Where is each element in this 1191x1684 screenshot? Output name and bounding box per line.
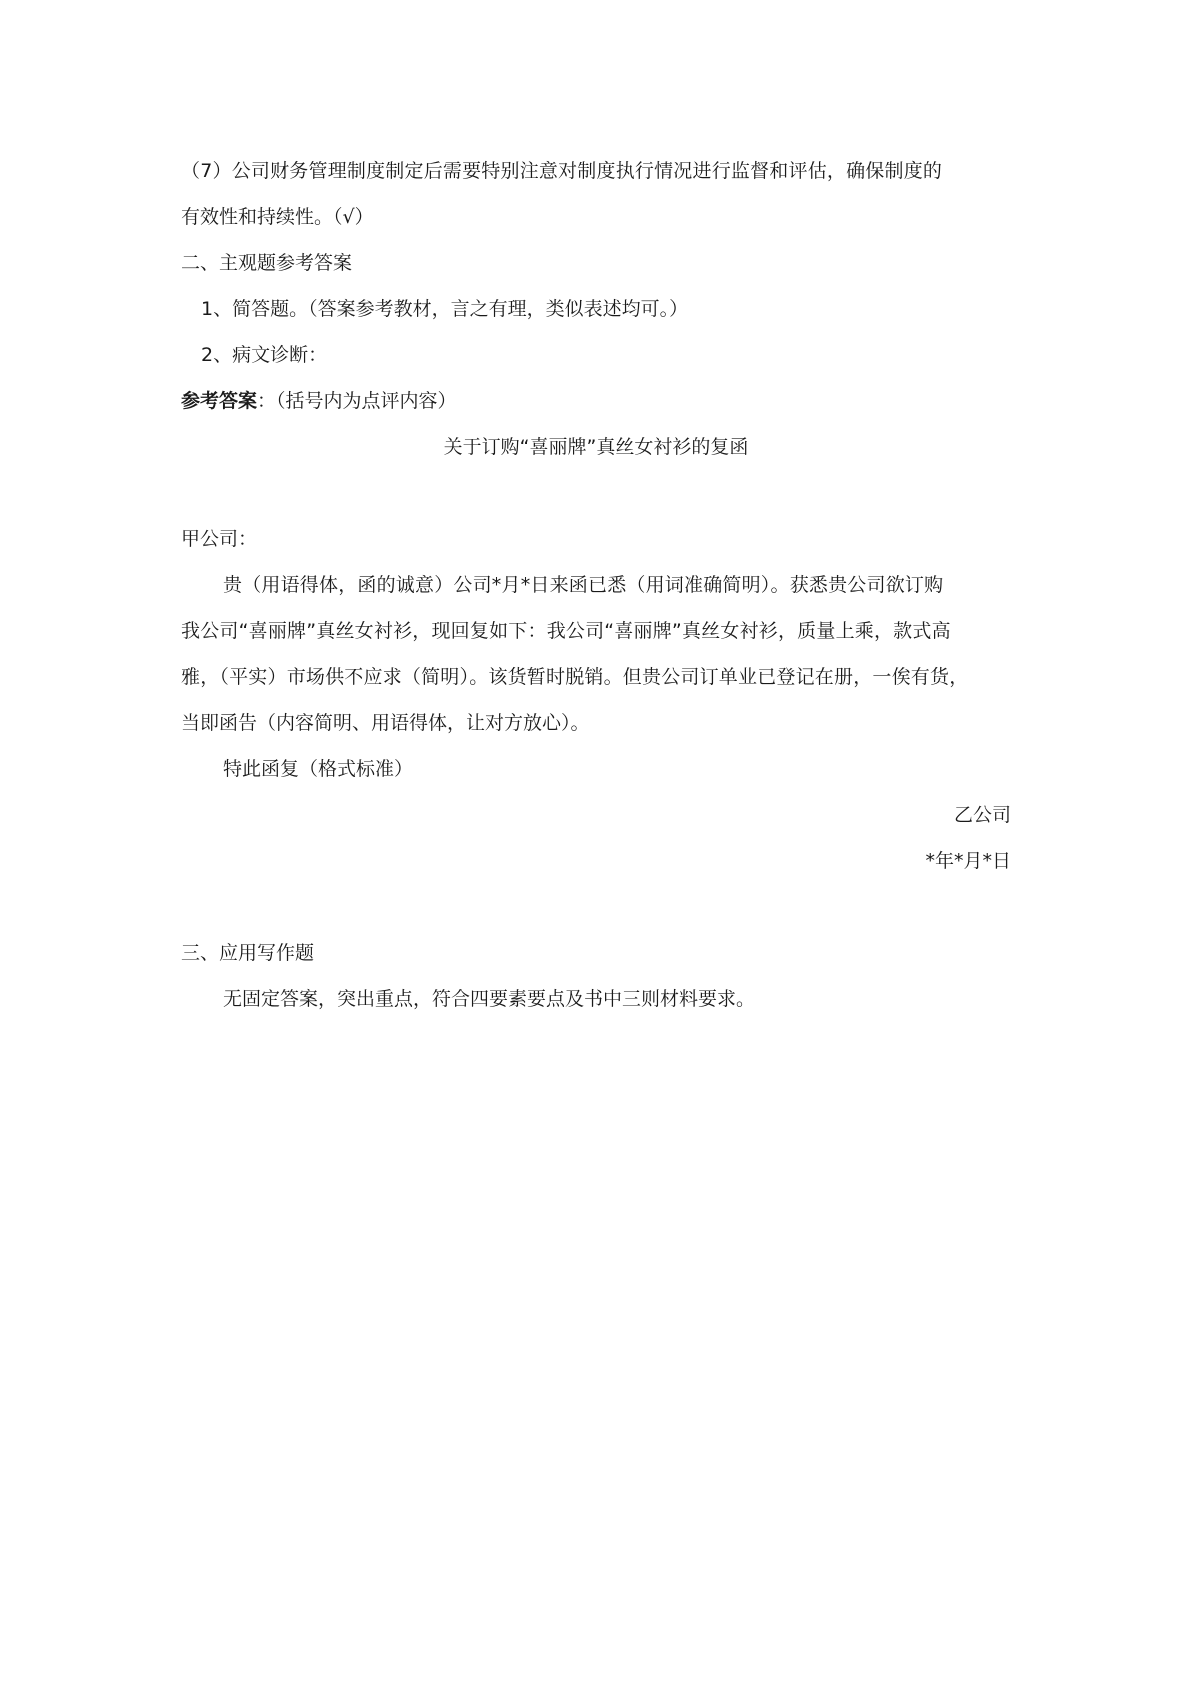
letter-closing: 特此函复（格式标准） (223, 758, 414, 780)
letter-body-line-1: 贵（用语得体，函的诚意）公司*月*日来函已悉（用词准确简明）。获悉贵公司欲订购 (223, 574, 944, 596)
document-content (181, 148, 1011, 1022)
item-7-line-1: （7）公司财务管理制度制定后需要特别注意对制度执行情况进行监督和评估，确保制度的 (181, 160, 943, 182)
reference-answer-label: 参考答案 (181, 390, 258, 412)
section-3-heading: 三、应用写作题 (181, 942, 315, 964)
letter-body-line-2: 我公司“喜丽牌”真丝女衬衫，现回复如下：我公司“喜丽牌”真丝女衬衫，质量上乘，款式高 (181, 620, 951, 642)
reference-answer-note: ：（括号内为点评内容） (257, 390, 457, 412)
reference-answer-line (181, 378, 1011, 424)
letter-body-line-3: 雅，（平实）市场供不应求（简明）。该货暂时脱销。但贵公司订单业已登记在册，一俟有货， (181, 666, 969, 688)
letter-body-line-4: 当即函告（内容简明、用语得体，让对方放心）。 (181, 712, 590, 734)
sub-item-1: 1、简答题。（答案参考教材，言之有理，类似表述均可。） (201, 298, 689, 320)
spacer (181, 470, 1011, 516)
item-7-line-2: 有效性和持续性。（√） (181, 206, 374, 228)
signature-company: 乙公司 (953, 804, 1011, 826)
sub-item-2: 2、病文诊断： (201, 344, 328, 366)
section-2-heading: 二、主观题参考答案 (181, 252, 353, 274)
signature-date: *年*月*日 (925, 850, 1011, 872)
spacer (181, 884, 1011, 930)
section-3-body: 无固定答案，突出重点，符合四要素要点及书中三则材料要求。 (223, 988, 756, 1010)
letter-title: 关于订购“喜丽牌”真丝女衬衫的复函 (443, 436, 749, 458)
letter-salutation: 甲公司： (181, 528, 258, 550)
